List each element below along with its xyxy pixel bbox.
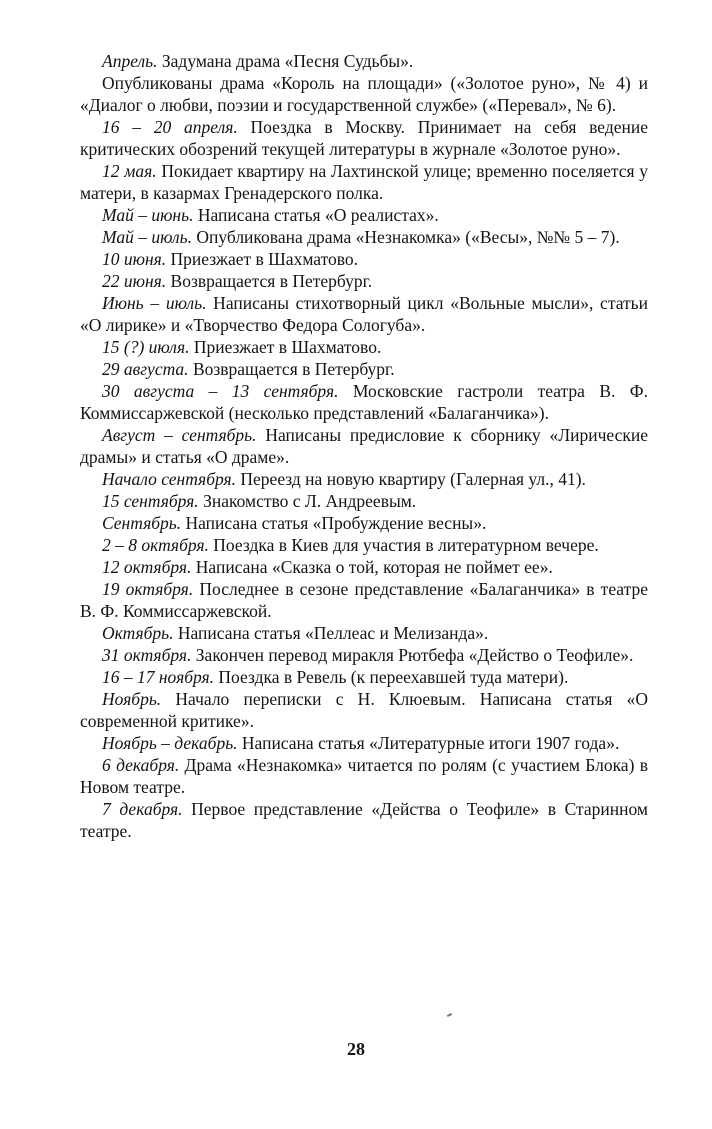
entry-text: Первое представление «Действа о Теофиле» в Старинном театре. [80,799,648,841]
chronology-entry [80,160,648,204]
entry-text: Поездка в Москву. Принимает на себя ведение критических обозрений текущей литературы в журнале «Золотое руно». [80,117,648,159]
entry-date: Октябрь. [102,623,174,643]
entry-text: Переезд на новую квартиру (Галерная ул., 41). [236,469,586,489]
chronology-entry [80,622,648,644]
chronology-entry [80,336,648,358]
entry-date: 22 июня. [102,271,167,291]
page-number: 28 [347,1039,365,1059]
entry-date: 29 августа. [102,359,189,379]
entry-text: Написана статья «О реалистах». [193,205,439,225]
chronology-entry [80,644,648,666]
entry-text: Начало переписки с Н. Клюевым. Написана статья «О современной критике». [80,689,648,731]
chronology-entry [80,578,648,622]
entry-date: 2 – 8 октября. [102,535,209,555]
entry-text: Знакомство с Л. Андреевым. [198,491,417,511]
chronology-entry [80,50,648,72]
entry-date: 7 декабря. [102,799,183,819]
entry-date: Ноябрь. [102,689,162,709]
entry-date: 10 июня. [102,249,167,269]
entry-date: Начало сентября. [102,469,237,489]
entry-text: Опубликованы драма «Король на площади» («Золотое руно», № 4) и «Диалог о любви, поэзии и государственной службе» («Перевал», № 6). [80,73,648,115]
entry-date: Апрель. [102,51,158,71]
entry-text: Закончен перевод миракля Рютбефа «Действо о Теофиле». [191,645,634,665]
chronology-entry [80,226,648,248]
entry-text: Поездка в Киев для участия в литературном вечере. [208,535,599,555]
entry-date: Май – июль. [102,227,192,247]
entry-date: 31 октября. [102,645,192,665]
entry-text: Приезжает в Шахматово. [189,337,382,357]
chronology-entry [80,688,648,732]
entry-date: Ноябрь – декабрь. [102,733,238,753]
chronology-entry [80,468,648,490]
entry-date: 16 – 17 ноября. [102,667,215,687]
chronology-entry [80,732,648,754]
entry-text: Написана статья «Пеллеас и Мелизанда». [173,623,489,643]
entry-text: Написана статья «Литературные итоги 1907 года». [237,733,620,753]
entry-date: 30 августа – 13 сентября. [102,381,339,401]
chronology-entry [80,358,648,380]
entry-date: Май – июнь. [102,205,194,225]
chronology-entry [80,72,648,116]
entry-text: Московские гастроли театра В. Ф. Коммиссаржевской (несколько представлений «Балаганчика»). [80,381,648,423]
print-speck [447,1013,452,1017]
chronology-entry [80,666,648,688]
entry-date: 15 (?) июля. [102,337,190,357]
entry-text: Написана «Сказка о той, которая не поймет ее». [191,557,553,577]
chronology-entry [80,754,648,798]
entry-date: 6 декабря. [102,755,180,775]
entry-date: Август – сентябрь. [102,425,257,445]
chronology-text [80,50,648,842]
entry-text: Приезжает в Шахматово. [166,249,359,269]
chronology-entry [80,248,648,270]
chronology-entry [80,116,648,160]
entry-text: Поездка в Ревель (к переехавшей туда матери). [214,667,569,687]
entry-text: Возвращается в Петербург. [188,359,395,379]
chronology-entry [80,292,648,336]
entry-text: Написаны предисловие к сборнику «Лирические драмы» и статья «О драме». [80,425,648,467]
entry-date: 16 – 20 апреля. [102,117,238,137]
entry-text: Задумана драма «Песня Судьбы». [157,51,414,71]
chronology-entry [80,204,648,226]
entry-text: Возвращается в Петербург. [166,271,373,291]
entry-text: Написана статья «Пробуждение весны». [181,513,487,533]
chronology-entry [80,424,648,468]
entry-date: Июнь – июль. [102,293,207,313]
chronology-entry [80,798,648,842]
entry-text: Покидает квартиру на Лахтинской улице; временно поселяется у матери, в казармах Гренадерского полка. [80,161,648,203]
entry-text: Драма «Незнакомка» читается по ролям (с участием Блока) в Новом театре. [80,755,648,797]
chronology-entry [80,270,648,292]
entry-date: 12 октября. [102,557,192,577]
entry-date: 15 сентября. [102,491,199,511]
entry-text: Опубликована драма «Незнакомка» («Весы», №№ 5 – 7). [191,227,620,247]
entry-date: 19 октября. [102,579,194,599]
entry-text: Последнее в сезоне представление «Балаганчика» в театре В. Ф. Коммиссаржевской. [80,579,648,621]
entry-date: Сентябрь. [102,513,182,533]
chronology-entry [80,534,648,556]
chronology-entry [80,556,648,578]
chronology-entry [80,512,648,534]
entry-text: Написаны стихотворный цикл «Вольные мысли», статьи «О лирике» и «Творчество Федора Сологуба». [80,293,648,335]
chronology-entry [80,490,648,512]
entry-date: 12 мая. [102,161,157,181]
chronology-entry [80,380,648,424]
